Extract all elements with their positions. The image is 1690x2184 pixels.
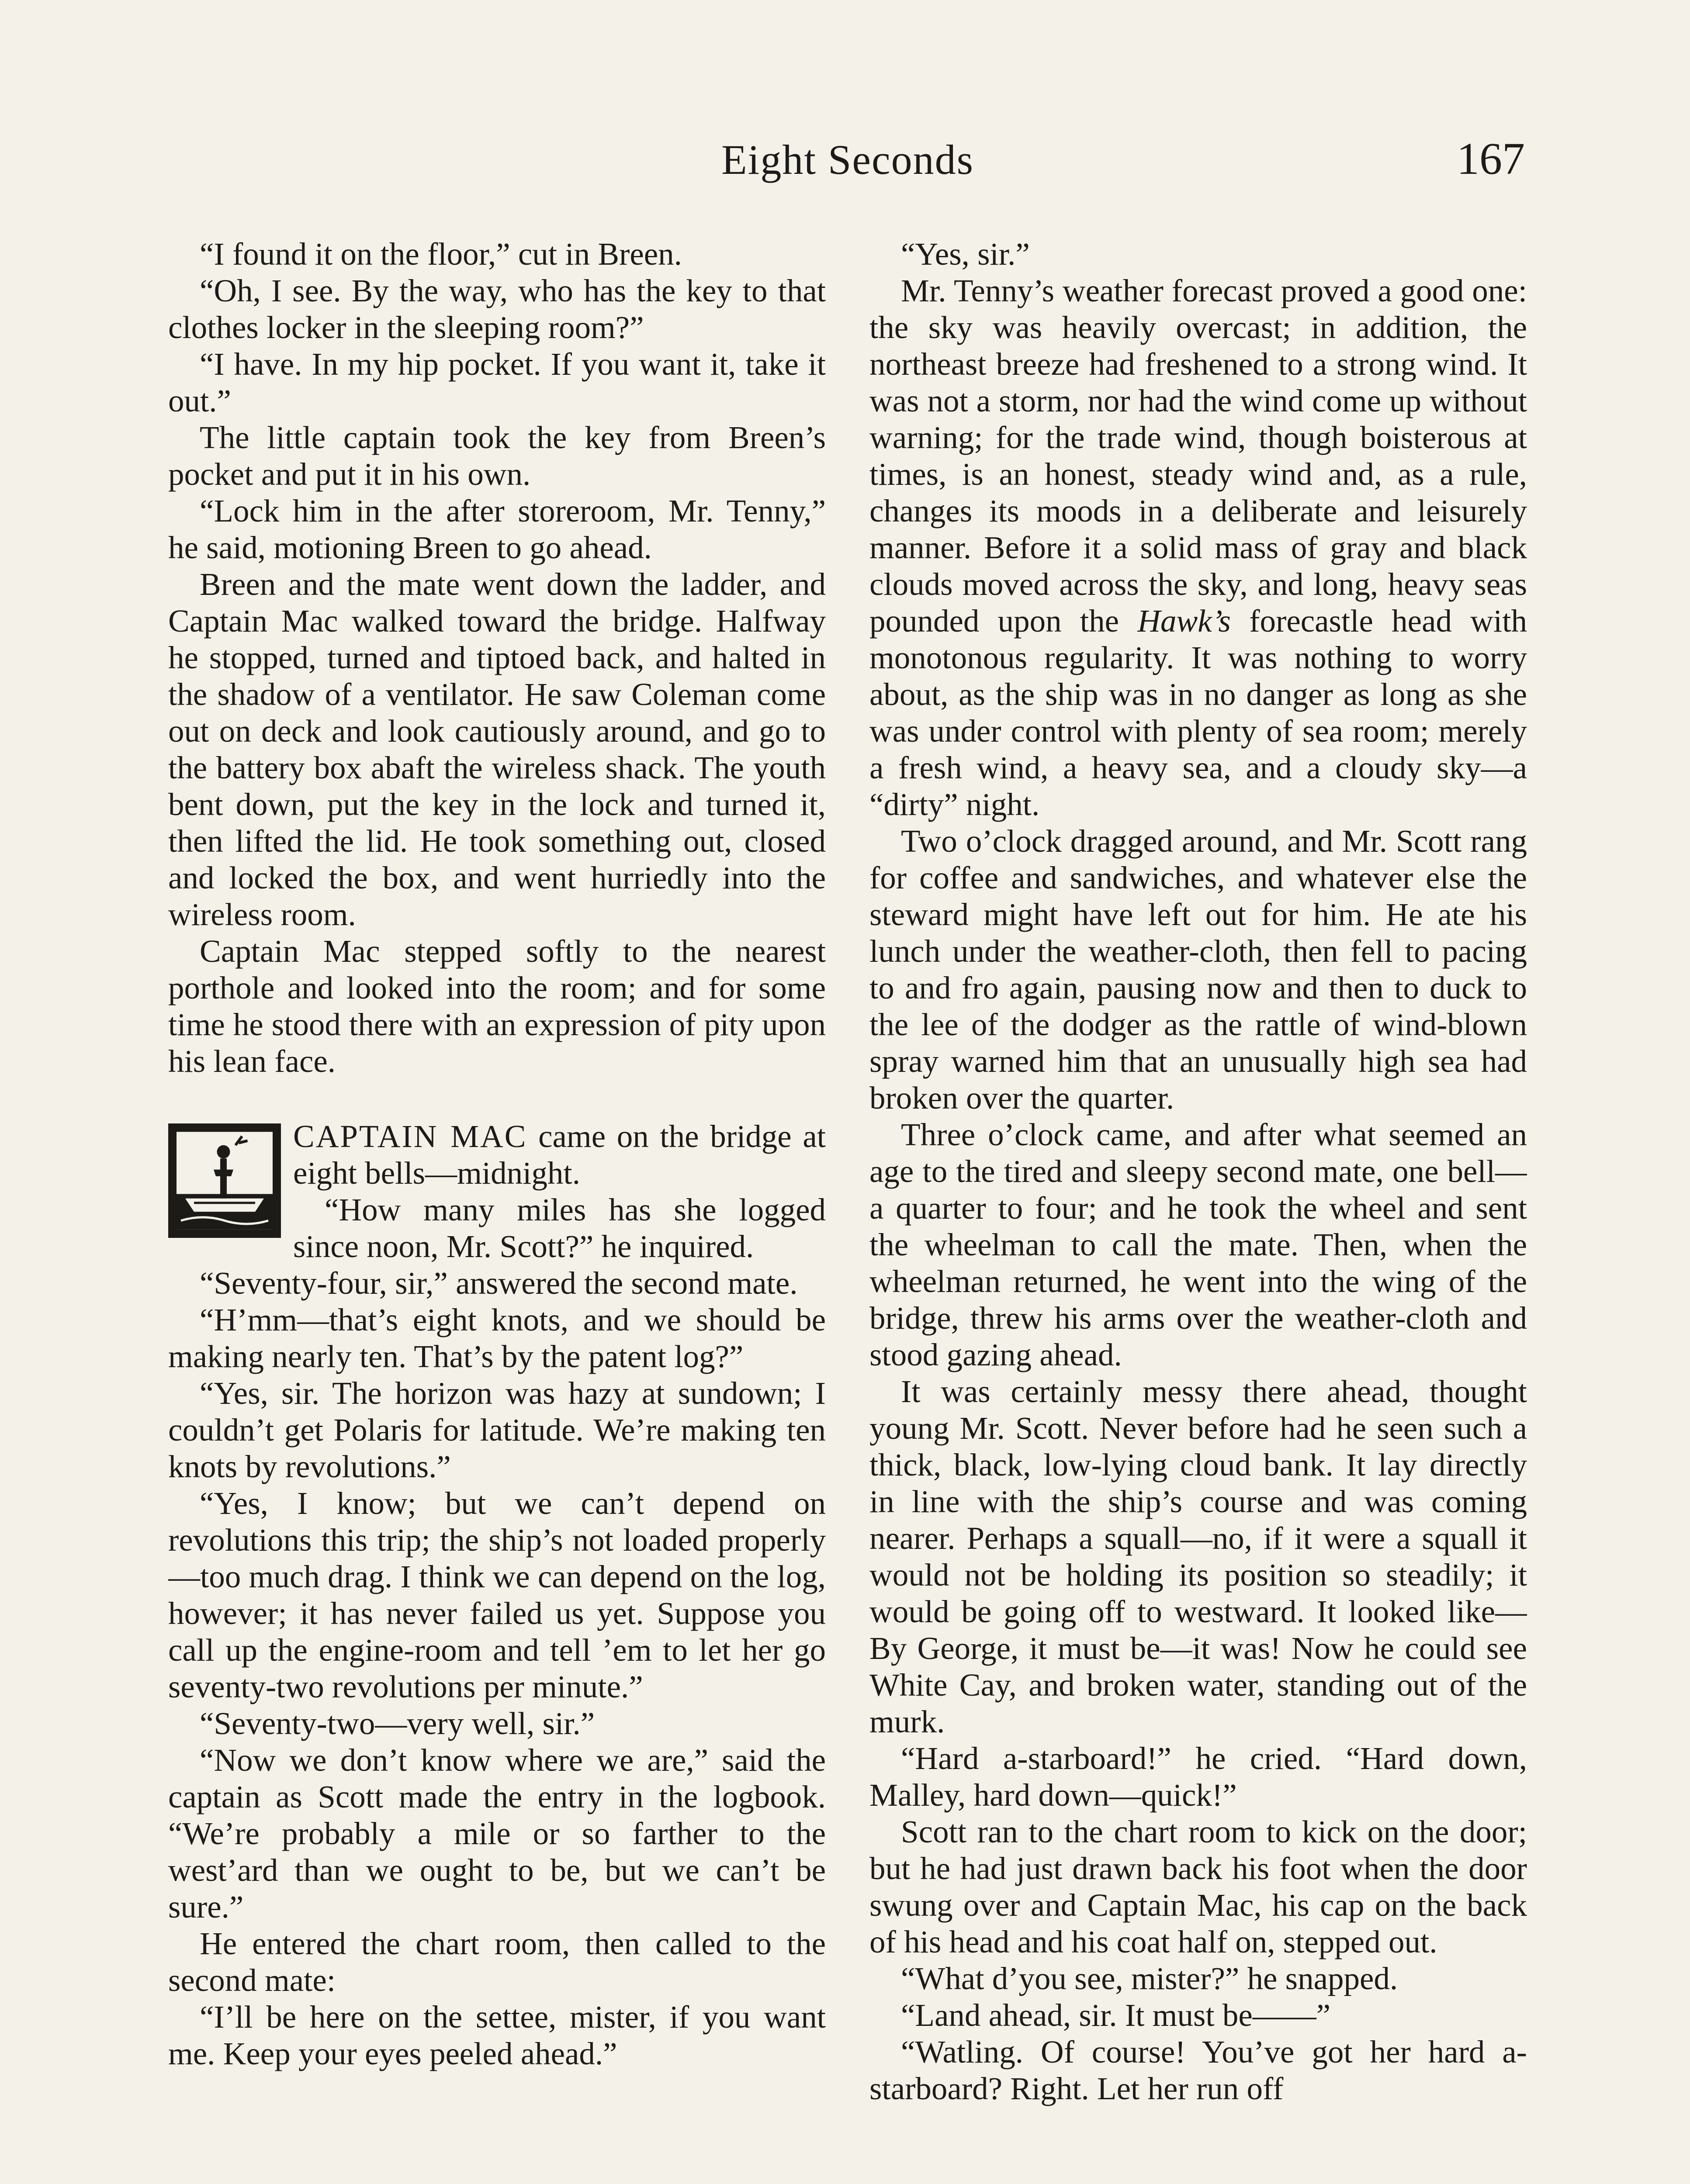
page-number: 167 (1457, 134, 1525, 184)
paragraph: Two o’clock dragged around, and Mr. Scott rang for coffee and sandwiches, and whatever else the steward might have left out for him. He ate his lunch under the weather-cloth, then fell to pacing to and fro again, pausing now and then to duck to the lee of the dodger as the rattle of wind-blown spray warned him that an unusually high sea had broken over the quarter. (869, 823, 1527, 1116)
paragraph: “Seventy-two—very well, sir.” (200, 1706, 595, 1741)
paragraph-text: Mr. Tenny’s weather forecast proved a good one: the sky was heavily overcast; in addition, the northeast breeze had freshened to a strong wind. It was not a storm, nor had the wind come up without warning; for the trade wind, though boisterous at times, is an honest, steady wind and, as a rule, changes its moods in a deliberate and leisurely manner. Before it a solid mass of gray and black clouds moved across the sky, and long, heavy seas pounded upon the (869, 273, 1527, 639)
section-opening-paragraph (168, 1118, 826, 1192)
paragraph: “H’mm—that’s eight knots, and we should be making nearly ten. That’s by the patent log?” (168, 1302, 826, 1374)
paragraph: “Yes, sir. The horizon was hazy at sundown; I couldn’t get Polaris for latitude. We’re making ten knots by revolutions.” (168, 1375, 826, 1484)
paragraph: He entered the chart room, then called to the second mate: (168, 1926, 826, 1998)
paragraph-text: came on the bridge at eight bells—midnight. (293, 1119, 826, 1191)
paragraph: “Yes, I know; but we can’t depend on revolutions this trip; the ship’s not loaded properly—too much drag. I think we can depend on the log, however; it has never failed us yet. Suppose you call up the engine-room and tell ’em to let her go seventy-two revolutions per minute.” (168, 1486, 826, 1704)
paragraph: “Now we don’t know where we are,” said the captain as Scott made the entry in the logbook. “We’re probably a mile or so farther to the west’ard than we ought to be, but we can’t be sure.” (168, 1742, 826, 1925)
paragraph: “Yes, sir.” (901, 236, 1030, 272)
paragraph-text: forecastle head with monotonous regularity. It was nothing to worry about, as the ship was in no danger as long as she was under control with plenty of sea room; merely a fresh wind, a heavy sea, and a cloudy sky—a “dirty” night. (869, 603, 1527, 822)
paragraph: “Seventy-four, sir,” answered the second mate. (200, 1265, 798, 1301)
right-column (869, 236, 1527, 2184)
paragraph: “Watling. Of course! You’ve got her hard a-starboard? Right. Let her run off (869, 2034, 1527, 2106)
page-header (170, 135, 1525, 197)
paragraph: “I found it on the floor,” cut in Breen. (200, 236, 682, 272)
left-column (168, 236, 826, 2184)
paragraph: “Oh, I see. By the way, who has the key to that clothes locker in the sleeping room?” (168, 273, 826, 345)
paragraph: Three o’clock came, and after what seemed an age to the tired and sleepy second mate, one bell—a quarter to four; and he took the wheel and sent the wheelman to call the mate. Then, when the wheelman returned, he went into the wing of the bridge, threw his arms over the weather-cloth and stood gazing ahead. (869, 1117, 1527, 1372)
ship-and-figure-woodcut-icon (168, 1123, 281, 1238)
section-lead-in: CAPTAIN MAC (293, 1119, 527, 1154)
paragraph: “How many miles has she logged since noon, Mr. Scott?” he inquired. (293, 1192, 826, 1264)
ship-name: Hawk’s (1137, 603, 1231, 639)
paragraph: “Lock him in the after storeroom, Mr. Tenny,” he said, motioning Breen to go ahead. (168, 493, 826, 565)
paragraph: Breen and the mate went down the ladder, and Captain Mac walked toward the bridge. Halfway he stopped, turned and tiptoed back, and halted in the shadow of a ventilator. He saw Coleman come out on deck and look cautiously around, and go to the battery box abaft the wireless shack. The youth bent down, put the key in the lock and turned it, then lifted the lid. He took something out, closed and locked the box, and went hurriedly into the wireless room. (168, 567, 826, 932)
paragraph: “What d’you see, mister?” he snapped. (901, 1961, 1398, 1996)
running-title: Eight Seconds (721, 136, 974, 183)
paragraph (869, 273, 1527, 823)
paragraph: Captain Mac stepped softly to the nearest porthole and looked into the room; and for some time he stood there with an expression of pity upon his lean face. (168, 933, 826, 1079)
paragraph: Scott ran to the chart room to kick on the door; but he had just drawn back his foot when the door swung over and Captain Mac, his cap on the back of his head and his coat half on, stepped out. (869, 1814, 1527, 1959)
paragraph: “Land ahead, sir. It must be——” (901, 1997, 1331, 2033)
paragraph: “I have. In my hip pocket. If you want it, take it out.” (168, 346, 826, 418)
paragraph: The little captain took the key from Breen’s pocket and put it in his own. (168, 420, 826, 492)
paragraph: “I’ll be here on the settee, mister, if you want me. Keep your eyes peeled ahead.” (168, 1999, 826, 2071)
paragraph: “Hard a-starboard!” he cried. “Hard down, Malley, hard down—quick!” (869, 1741, 1527, 1813)
paragraph: It was certainly messy there ahead, thought young Mr. Scott. Never before had he seen such a thick, black, low-lying cloud bank. It lay directly in line with the ship’s course and was coming nearer. Perhaps a squall—no, if it were a squall it would not be holding its position so steadily; it would be going off to westward. It looked like— By George, it must be—it was! Now he could see White Cay, and broken water, standing out of the murk. (869, 1374, 1527, 1739)
